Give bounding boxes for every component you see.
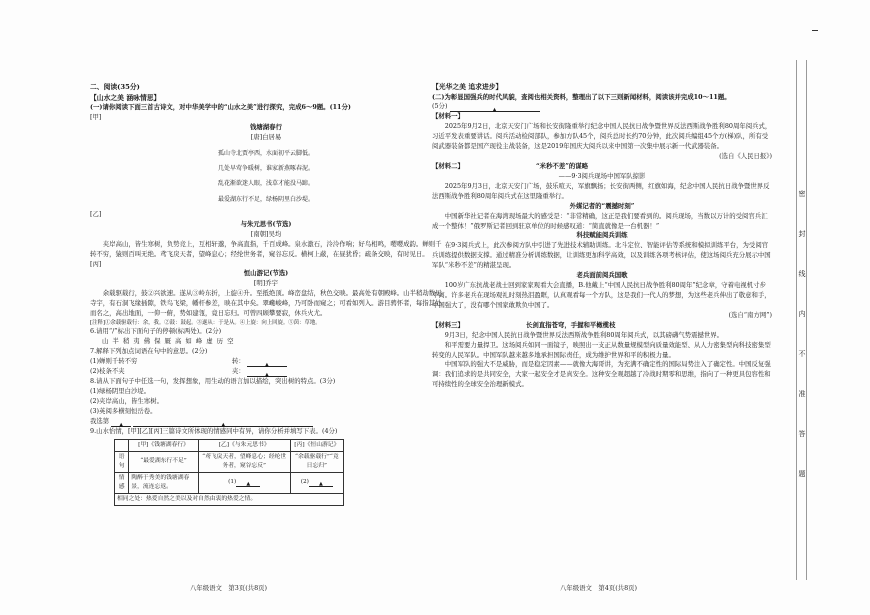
material-3-label: 【材料三】 — [432, 320, 464, 329]
binding-strip — [780, 0, 870, 615]
q8-option-2: (2)夹岸高山，皆生寒树。 — [90, 396, 163, 405]
text2-body: 夹岸高山，皆生寒树，负势竞上，互相轩邈，争高直指，千百成峰。泉水激石，泠泠作响；好鸟相鸣，嘤嘤成韵。蝉则千转不穷，猿则百叫无绝。鸢飞戾天者，望峰息心；经纶世务者，窥谷忘反。横柯上蔽，在昼犹昏；疏条交映，有时见日。 — [90, 239, 442, 258]
material-2-heading-3: 老兵面前阅兵国歌 — [576, 271, 628, 280]
q7-item-1 — [90, 357, 442, 367]
table-cell: “余载驱载行”“竟日忘归” — [290, 451, 343, 472]
poem1-author: [唐]白居易 — [250, 132, 282, 141]
binding-line — [796, 60, 797, 580]
table-row — [115, 472, 344, 493]
page-footer-left: 八年级语文 第3页(共8页) — [190, 584, 268, 592]
label-bing: [丙] — [90, 259, 102, 268]
q8-answer-label: 我选第 — [90, 416, 110, 425]
q6-sentence: 山 半 稍 夷 佛 保 厩 高 如 峰 虚 历 空 — [102, 337, 235, 346]
q7-2-label: 夹： — [232, 367, 245, 376]
material-3-para-1: 9月3日，纪念中国人民抗日战争暨世界反法西斯战争胜利80周年阅兵式，以其磅礴气势震撼世界。 — [444, 330, 724, 339]
table-row — [115, 493, 344, 505]
question-9: 9.山水怡情，[甲][乙][丙]三篇诗文所体现的情感同中有异，请你分析并填写下表。(4分) — [90, 426, 338, 435]
material-2-para-1: 中国新华社记者在海湾现场最大的感受是：“非常精确，这正是我们要看到的。阅兵现场，当数以万计的受阅官兵汇成一个整体！”俄罗斯记者回到驻京单位的时候感叹道：“简直就像是一台机器！” — [432, 211, 768, 230]
subsection-mountain: 【山水之美 涵咏情思】 — [90, 93, 161, 102]
material-2-header — [432, 162, 772, 172]
material-2-para-3: 100岁广东抗战老战士回到家家观看大会直播，B.他戴上“中国人民抗日战争胜利80周年”纪念章，守着电视机寸步不离。许多老兵在现场观礼时刻热泪盈眶，认真观看每一个方队，这是我们一代人的梦想，为这些老兵伸出了敬意和手，中国强大了，没有哪个国家敢欺负中国了。 — [432, 281, 771, 309]
table-header-row — [115, 439, 344, 451]
table-cell[interactable]: (1)▲ — [198, 472, 290, 493]
seal-char: 密 — [798, 190, 806, 197]
text3-title: 恒山游记(节选) — [243, 269, 289, 278]
q7-1-text: (1)蝉则千转不穷 — [90, 357, 138, 366]
seal-char: 线 — [798, 270, 806, 277]
poem-line: 孤山寺北贾亭西，水面初平云脚低。 — [217, 149, 314, 157]
table-header: [丙]《恒山游记》 — [290, 439, 343, 451]
q8-option-3: (3)英阅多横刻恒岳卷。 — [90, 406, 157, 415]
table-header: [乙]《与朱元思书》 — [198, 439, 290, 451]
material-1-body: 2025年9月2日，北京天安门广场和长安街隆重举行纪念中国人民抗日战争暨世界反法西斯战争胜利80周年阅兵式，习近平发表重要讲话。阅兵活动检阅部队，参加方队45个，阅兵总时长约70分钟，此次阅兵编组45个方(梯)队，所有受阅武器装备都是国产现役主战装备，这是2019年国庆大阅兵以来中国第一次集中展示新一代武器装备。 — [432, 122, 772, 151]
answer-blank[interactable] — [247, 370, 287, 377]
material-2-subtitle: ——9·3阅兵现场中国军队掠影 — [558, 171, 646, 180]
material-3-para-3: 中国军队的强大不是威胁，而是稳定因素——就像大海哥讲，为充满不确定性的国际局势注入了确定性。中国反复强调：我们追求的是共同安全，大家一起安全才是真安全。这种安全观超越了冷战时期零和思维，指向了一种更具包容性和可持续性的全球安全治理新模式。 — [432, 360, 771, 389]
answer-blank[interactable] — [247, 360, 287, 367]
text2-author: [南朝]吴均 — [250, 229, 282, 238]
answer-blank[interactable] — [133, 420, 313, 427]
seal-char: 封 — [798, 230, 806, 237]
text2-title: 与朱元思书(节选) — [240, 219, 292, 228]
poem-line: 几处早莺争暖树，谁家新燕啄春泥。 — [217, 165, 314, 173]
material-2-title: “米秒不差”的谋略 — [536, 161, 589, 170]
table-header: [甲]《钱塘湖春行》 — [129, 439, 198, 451]
seal-char: 题 — [798, 470, 806, 477]
q8-option-1: (1)绿杨阴里白沙堤。 — [90, 386, 151, 395]
left-page — [90, 82, 442, 508]
q7-1-label: 转： — [232, 357, 245, 366]
question-8: 8.请从下面句子中任选一句，发挥想象，用生动的语言加以描绘，突出树的特点。(3分) — [90, 377, 336, 386]
text3-body: 余载驱载行，鼓②兴欲速。遂从③岭东折，上旋④升。至抵绝顶。峰峦盘结，秋色交映。最高处有朝殿峰。山半稍劫数见寺宇，有石洞飞缘插隙，铁鸟飞梁，幡杆参差，映在其中矣。翠巉峻峰，乃可卧而窥之；可看如列入。游目骋怀者，每指其处而名之，高出地面，一仰一俯，势如建瓴，竟日忘归。可曾四顾攀要寂，休兵火尤。 — [90, 289, 442, 318]
question-7: 7.解释下列加点词语在句中的意思。(2分) — [90, 347, 208, 356]
q7-item-2 — [90, 367, 442, 377]
table-cell: “最爱湖东行不足” — [129, 451, 198, 472]
binding-line — [806, 60, 807, 580]
answer-blank[interactable] — [111, 420, 131, 427]
seal-char: 内 — [798, 310, 806, 317]
annotation-note: [注释]①余载驱载行：余，我。②鼓：鼓起。③遂从：于是从。④上旋：向上回旋。⑤茵：草地。 — [90, 320, 321, 327]
material-3-para-2: 和平需要力量捍卫。这场阅兵如同一面镜子，映照出一支正从数量规模型向质量效能型、从人力密集型向科技密集型转变的人民军队。中国军队越来越多地承担国际责任，成为维护世界和平的积极力量。 — [432, 340, 771, 359]
reading-intro-2: (二)为彰显国强兵的时代风貌，查阅也相关资料，整理出了以下三则新闻材料，阅读该并完成10～11题。 — [432, 92, 731, 101]
q7-2-text: (2)枝条不夹 — [90, 367, 125, 376]
label-yi: [乙] — [90, 209, 102, 218]
table-header — [115, 439, 129, 451]
q8-answer-line — [90, 417, 442, 427]
seal-char: 准 — [798, 390, 806, 397]
material-2-heading-1: 外媒记者的“震撼时刻” — [569, 201, 635, 210]
material-2-source: (选自“南方网”) — [728, 310, 772, 319]
table-row-label: 语句 — [115, 451, 129, 472]
reading-intro: (一)请你阅读下面三首古诗文，对中华美学中的“山水之美”进行探究，完成6～9题。(11分) — [90, 103, 351, 112]
section-title: 二、阅读(35分) — [90, 83, 140, 91]
table-row — [115, 451, 344, 472]
poem-line: 最爱湖东行不足，绿杨阴里白沙堤。 — [217, 195, 314, 203]
material-1-source: (选自《人民日报》) — [719, 152, 772, 161]
seal-char: 答 — [798, 430, 806, 437]
table-cell: 陶醉于秀美的钱塘湖春景，流连忘返。 — [129, 472, 198, 493]
score-line — [432, 102, 772, 112]
poem-line: 乱花渐欲迷人眼，浅草才能没马蹄。 — [217, 180, 314, 188]
material-2-label: 【材料二】 — [432, 161, 464, 170]
table-cell: “鸢飞戾天者，望峰息心；经纶世务者，窥谷忘反” — [198, 451, 290, 472]
material-3-title: 长剑直指苍穹，手握和平橄榄枝 — [526, 320, 616, 329]
corner-mark — [812, 30, 818, 31]
page-footer-right: 八年级语文 第4页(共8页) — [560, 584, 638, 592]
table-cell[interactable]: (2)▲ — [290, 472, 343, 493]
subsection-progress: 【光华之美 追求进步】 — [432, 83, 503, 91]
question-6: 6.请用“/”标出下面句子的停顿(标两处)。(2分) — [90, 327, 222, 336]
material-1-label: 【材料一】 — [432, 112, 464, 121]
poem1-title: 钱塘湖春行 — [250, 122, 282, 131]
material-2-body: 2025年9月3日，北京天安门广场，鼓乐喧天，军旗飘扬；长安街两侧，红旗如海，纪念中国人民抗日战争暨世界反法西斯战争胜利80周年阅兵式在这里隆重举行。 — [432, 181, 770, 200]
comparison-table — [114, 439, 344, 506]
score-label: (5分) — [432, 102, 448, 111]
material-2-heading-2: 科技赋能阅兵训练 — [576, 231, 628, 240]
material-2-para-2: 在9·3阅兵式上，此次参阅方队中引进了先进技术辅助训练。北斗定位、智能评估等系统和模拟训练平台，为受阅官兵训练提供数据支撑。通过精准分析训练数据，让训练更加科学高效，以及训练各项考核评估，使这场阅兵充分展示中国军队“米秒不差”的精湛呈现。 — [432, 241, 771, 270]
material-3-header — [432, 321, 772, 331]
label-jia: [甲] — [90, 112, 102, 121]
table-row-label: 情感 — [115, 472, 129, 493]
table-common: 相同之处：热爱自然之美以及对自然由衷的热爱之情。 — [115, 493, 344, 505]
seal-char: 不 — [798, 350, 806, 357]
text3-author: [明]乔宇 — [253, 279, 279, 288]
right-page — [432, 82, 772, 390]
